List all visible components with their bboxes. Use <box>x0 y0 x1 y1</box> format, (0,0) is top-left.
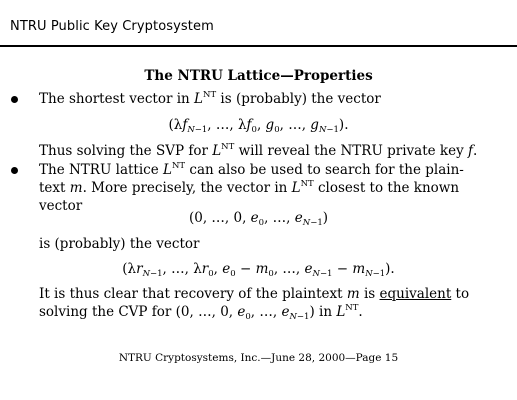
bullet1-intro: The shortest vector in $L^{NT}$ is (probably) the vector <box>39 90 381 107</box>
slide-header: NTRU Public Key Cryptosystem <box>10 19 214 34</box>
slide-footer: NTRU Cryptosystems, Inc.—June 28, 2000—Page 15 <box>118 352 399 364</box>
bullet2-line2: text m. More precisely, the vector in $L^{NT}$ closest to the known <box>39 179 460 196</box>
bullet2-line3: vector <box>39 198 83 214</box>
bullet2-closing1: It is thus clear that recovery of the plaintext m is equivalent to <box>39 286 470 302</box>
bullet2-line1: The NTRU lattice $L^{NT}$ can also be used to search for the plain- <box>39 161 464 178</box>
bullet-marker <box>11 96 18 103</box>
slide-title: The NTRU Lattice—Properties <box>144 68 373 84</box>
bullet1-vector: ($\lambda f_{N-1}$, …, $\lambda f_0$, $g_0$, …, $g_{N-1}$). <box>168 117 349 135</box>
header-rule <box>0 45 517 47</box>
bullet2-closing2: solving the CVP for (0, …, 0, $e_0$, …, $e_{N-1}$) in $L^{NT}$. <box>39 303 363 322</box>
bullet2-vector2: ($\lambda r_{N-1}$, …, $\lambda r_0$, $e_0 - m_0$, …, $e_{N-1} - m_{N-1}$). <box>122 261 395 279</box>
bullet1-conclusion: Thus solving the SVP for $L^{NT}$ will reveal the NTRU private key f. <box>39 142 478 159</box>
bullet-marker <box>11 167 18 174</box>
bullet2-middle: is (probably) the vector <box>39 236 200 252</box>
bullet2-vector1: (0, …, 0, $e_0$, …, $e_{N-1}$) <box>188 210 329 228</box>
